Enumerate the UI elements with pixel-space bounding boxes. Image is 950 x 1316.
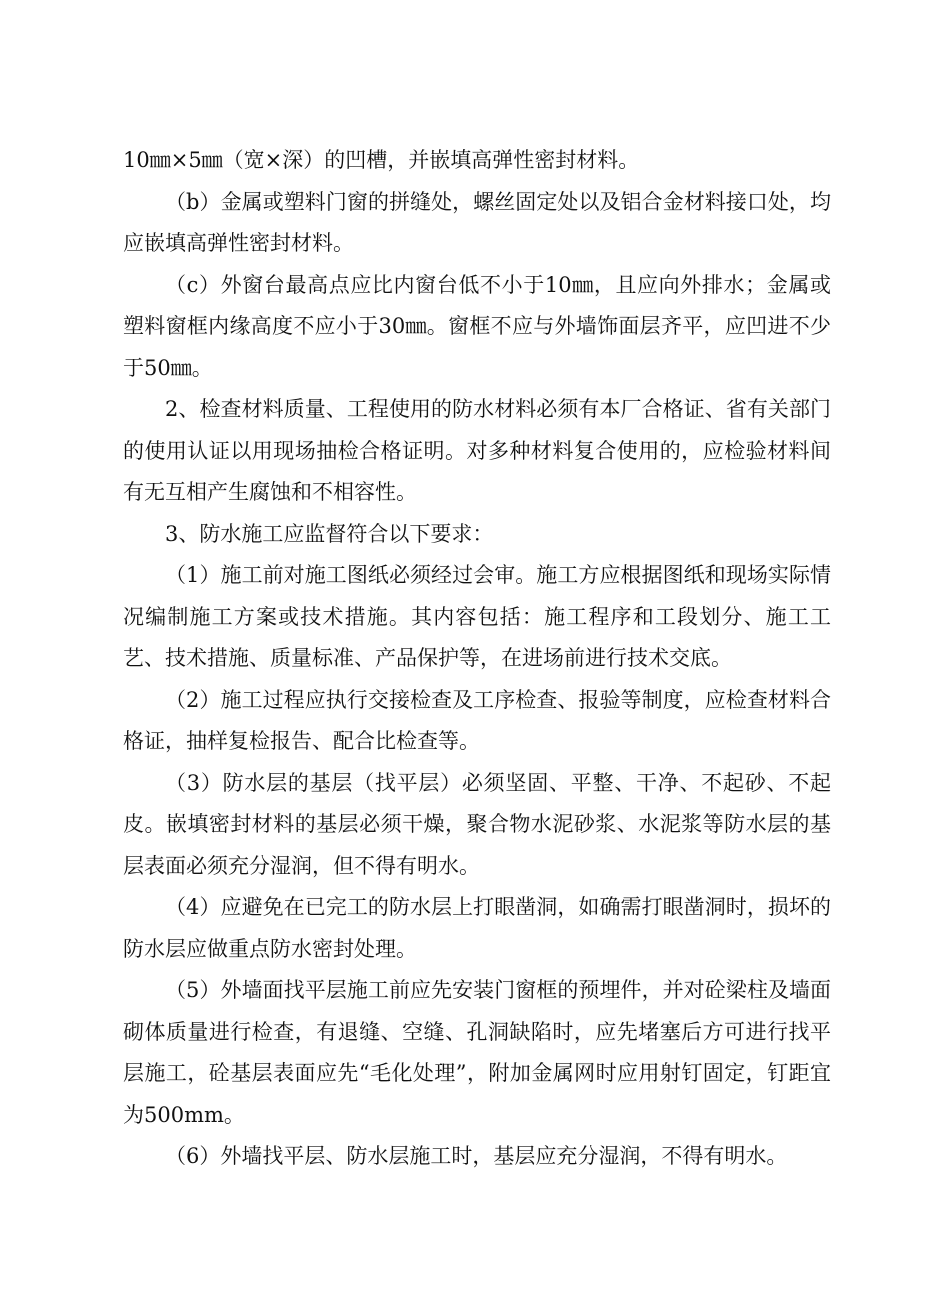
paragraph-item-1: （1）施工前对施工图纸必须经过会审。施工方应根据图纸和现场实际情况编制施工方案或技术措施。其内容包括：施工程序和工段划分、施工工艺、技术措施、质量标准、产品保护等，在进场前进行技术交底。 (123, 563, 831, 670)
paragraph-item-c: （c）外窗台最高点应比内窗台低不小于10㎜，且应向外排水；金属或塑料窗框内缘高度不应小于30㎜。窗框不应与外墙饰面层齐平，应凹进不少于50㎜。 (123, 272, 831, 380)
paragraph-section-3: 3、防水施工应监督符合以下要求： (165, 521, 494, 546)
paragraph-item-2: （2）施工过程应执行交接检查及工序检查、报验等制度，应检查材料合格证，抽样复检报告、配合比检查等。 (123, 687, 831, 753)
paragraph-item-3: （3）防水层的基层（找平层）必须坚固、平整、干净、不起砂、不起皮。嵌填密封材料的基层必须干燥，聚合物水泥砂浆、水泥浆等防水层的基层表面必须充分湿润，但不得有明水。 (123, 770, 831, 878)
paragraph-continuation: 10㎜×5㎜（宽×深）的凹槽，并嵌填高弹性密封材料。 (123, 148, 640, 172)
paragraph-item-5: （5）外墙面找平层施工前应先安装门窗框的预埋件，并对砼梁柱及墙面砌体质量进行检查，有退缝、空缝、孔洞缺陷时，应先堵塞后方可进行找平层施工，砼基层表面应先“毛化处理”，附加金属网时应用射钉固定，钉距宜为500mm。 (123, 978, 831, 1127)
paragraph-item-b: （b）金属或塑料门窗的拼缝处，螺丝固定处以及铝合金材料接口处，均应嵌填高弹性密封材料。 (123, 189, 831, 255)
paragraph-section-2: 2、检查材料质量、工程使用的防水材料必须有本厂合格证、省有关部门的使用认证以用现场抽检合格证明。对多种材料复合使用的，应检验材料间有无互相产生腐蚀和不相容性。 (123, 397, 831, 504)
document-body (123, 140, 831, 1178)
paragraph-item-4: （4）应避免在已完工的防水层上打眼凿洞，如确需打眼凿洞时，损坏的防水层应做重点防水密封处理。 (123, 895, 831, 961)
paragraph-item-6: （6）外墙找平层、防水层施工时，基层应充分湿润，不得有明水。 (165, 1144, 788, 1168)
